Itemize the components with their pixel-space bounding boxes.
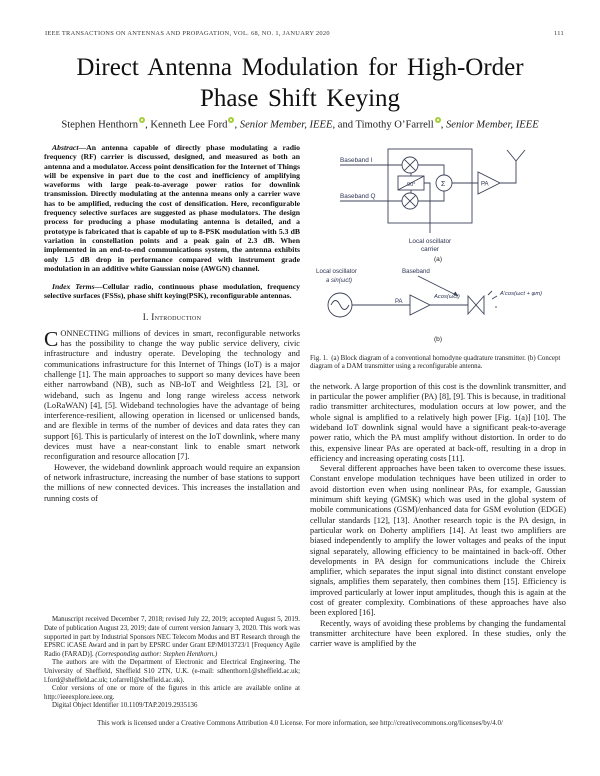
lo-label-line1: Local oscillator: [408, 238, 452, 245]
abstract: [44, 143, 300, 273]
feed-expression: Acos(ωct): [434, 294, 460, 300]
pa-amplifier-icon: [478, 172, 500, 194]
oscillator-icon: [328, 293, 352, 317]
index-terms-label: Index Terms—: [52, 282, 103, 292]
body-paragraph-recent-work: Recently, ways of avoiding these problems by changing the fundamental transmitter architecture have been explored. In these studies, only the carrier wave is amplified by the: [310, 618, 566, 649]
phase-shifter-90: [398, 176, 424, 190]
footnote-manuscript: [44, 616, 300, 659]
phase-shift-label: 90°: [407, 182, 416, 188]
right-column: [310, 143, 566, 713]
summer-label: Σ: [441, 181, 446, 188]
bowtie-antenna-icon: [468, 296, 484, 314]
figure-1: [310, 145, 566, 372]
radiation-marks: [488, 291, 497, 308]
author-3: Timothy O’Farrell: [355, 119, 434, 131]
body-paragraph-network-cost: the network. A large proportion of this cost is the downlink transmitter, and in particular the power amplifier (PA) [8], [9]. This is because, in traditional radio transmitter architectures, modulation occurs at low power, and the whole signal is amplified to a relatively high power [Fig. 1(a)] [10]. The wideband IoT downlink signal would have a significant peak-to-average power ratio, which the PA must amplify without distortion. In order to do this, expensive linear PAs are operated at back-off, resulting in a drop in efficiency and increasing operating costs [11].: [310, 381, 566, 463]
figure-1-caption: [310, 355, 566, 372]
index-terms: [44, 282, 300, 301]
mixer-i-icon: [402, 157, 418, 173]
fig-1b-sublabel: (b): [433, 336, 443, 343]
footnote-color-versions: Color versions of one or more of the figures in this article are available online at http://ieeexplore.ieee.org.: [44, 685, 300, 701]
footnote-affiliation: The authors are with the Department of Electronic and Electrical Engineering, The University of Sheffield, Sheffield S10 2TN, U.K. (e-mail: sdhenthorn1@sheffield.ac.uk; l.ford@sheffield.ac.uk; t.ofarrell@sheffield.ac.uk).: [44, 659, 300, 684]
author-line: [0, 117, 600, 131]
intro-paragraph-1-text: ONNECTING millions of devices in smart, reconfigurable networks has the possibility to change the way public service delivery, civic infrastructure and industry operate. Developing the technology and communications infrastructure for this Internet of Things (IoT) is a major challenge [1]. The main approaches to support so many devices have been either narrowband (NB), such as NB-IoT and Weightless [2], [3], or wideband, such as Ingenu and long range wireless access network (LoRaWAN) [4], [5]. Wideband technologies have the advantage of being interference-resilient, allowing operation in licensed or unlicensed bands, and are flexible in terms of the number of devices and data rates they can support [6]. This is particularly of interest on the IoT downlink, where many devices must have a near-constant link to enable smart network reconfiguration and resource allocation [7].: [44, 328, 301, 462]
baseband-q-label: Baseband Q: [340, 193, 376, 200]
author-3-role: Senior Member, IEEE: [446, 119, 539, 131]
author-2: Kenneth Lee Ford: [150, 119, 228, 131]
author-separator: ,: [145, 119, 151, 131]
pa-label: PA: [395, 299, 403, 305]
radiated-expression: A′cos(ωct + φm): [500, 291, 543, 297]
lo-feed-wire: [424, 183, 430, 233]
first-page-footnote: [44, 616, 300, 711]
antenna-icon: [500, 150, 525, 183]
corresponding-author-note: (Corresponding author: Stephen Henthorn.): [95, 650, 218, 658]
intro-paragraph-1: [44, 326, 301, 463]
baseband-i-label: Baseband I: [340, 157, 373, 164]
drop-cap: C: [44, 326, 59, 351]
license-line: This work is licensed under a Creative Commons Attribution 4.0 License. For more information, see http://creativecommons.org/licenses/by/4.0/: [97, 719, 503, 727]
section-heading-introduction: I. Introduction: [142, 311, 202, 322]
running-header: [45, 30, 564, 37]
right-column-text: [310, 382, 566, 650]
paper-title: [0, 52, 600, 114]
figure-1a-block-diagram: [310, 145, 566, 263]
figure-1b-concept-diagram: [310, 263, 566, 349]
author-2-role: Senior Member, IEEE: [239, 119, 333, 131]
body-paragraph-approaches: Several different approaches have been taken to overcome these issues. Constant envelope modulation techniques have been utilized in order to avoid distortion even when using nonlinear PAs, for example, Gaussian minimum shift keying (GMSK) which was used in the global system of mobile communications (GSM)/enhanced data for GSM evolution (EDGE) cellular standards [12], [13]. Another research topic is the PA design, in particular work on Doherty amplifiers [14]. At least two amplifiers are biased independently to amplify the lower voltages and peaks of the input signal separately, allowing efficiency to be maintained in back-off. Other developments in PA design for communications include the Chireix amplifier, which separates the input signal into distinct constant envelope signals, amplifies them separately, then combines them [15]. Efficiency is improved particularly at lower input amplitudes, though this is again at the cost of greater complexity. Combinations of these approaches have also been explored [16].: [310, 464, 566, 618]
baseband-label: Baseband: [402, 268, 430, 275]
left-column: [44, 143, 300, 713]
abstract-text: An antenna capable of directly phase modulating a radio frequency (RF) carrier is discussed, designed, and measured as both an antenna and a modulator. Access point densification for the Internet of Things will be expensive in part due to the cost and inefficiency of amplifying waveforms with large peak-to-average power ratios for downlink transmission. Directly modulating at the antenna means only a carrier wave has to be amplified, reducing the cost of densification. Here, reconfigurable frequency selective surfaces are suggested as phase modulators. The design process for producing a phase modulating antenna is detailed, and a prototype is fabricated that is capable of up to 8-PSK modulation with 5.3 dB variation in constellation points and a peak gain of 2.3 dB. When implemented in an end-to-end communications system, the antenna exhibits only 1.5 dB drop in performance compared with instrument grade modulation in an additive white Gaussian noise (AWGN) channel.: [44, 143, 300, 273]
figure-1-caption-text: (a) Block diagram of a conventional homodyne quadrature transmitter. (b) Concept diagram of a DAM transmitter using a reconfigurable antenna.: [310, 355, 561, 371]
summer-icon: [436, 175, 452, 191]
footnote-doi: Digital Object Identifier 10.1109/TAP.2019.2935136: [52, 702, 198, 710]
baseband-arrow: [418, 276, 458, 296]
author-separator: ,: [440, 119, 446, 131]
intro-paragraph-2: However, the wideband downlink approach would require an expansion of network infrastructure, increasing the number of base stations to support the millions of new connected devices. This increases the installation and running costs of: [44, 462, 300, 503]
paper-title-line2: Phase Shift Keying: [199, 85, 401, 112]
mixer-q-to-summer-wire: [418, 191, 444, 201]
mixer-i-to-summer-wire: [418, 165, 444, 175]
footnote-manuscript-text: Manuscript received December 7, 2018; revised July 22, 2019; accepted August 5, 2019. Date of publication August 23, 2019; date of current version January 3, 2020. This work was supported in part by Industrial Sponsors NEC Telecom Modus and BT Research through the EPSRC iCASE Award and in part by EPSRC under Grant EP/M013723/1 [Frequency Agile Radio (FARAD)].: [44, 616, 300, 658]
paper-title-line1: Direct Antenna Modulation for High-Order: [76, 54, 524, 81]
orcid-icon: [435, 117, 441, 123]
index-terms-text: Cellular radio, continuous phase modulation, frequency selective surfaces (FSSs), phase shift keying(PSK), reconfigurable antennas.: [44, 282, 300, 301]
author-1: Stephen Henthorn: [61, 119, 139, 131]
figure-1-caption-tag: Fig. 1.: [310, 355, 328, 362]
lo-label: Local oscillator: [316, 268, 357, 275]
pa-label: PA: [481, 181, 489, 188]
two-column-body: [44, 143, 566, 713]
author-separator: ,: [234, 119, 240, 131]
fig-1a-sublabel: (a): [433, 256, 443, 263]
page-number: 111: [553, 30, 564, 37]
lo-label-line2: carrier: [420, 246, 440, 253]
lo-expression: a sin(ωct): [326, 278, 353, 284]
mixer-q-icon: [402, 193, 418, 209]
abstract-label: Abstract—: [52, 143, 87, 152]
author-separator: , and: [332, 119, 356, 131]
journal-title: IEEE TRANSACTIONS ON ANTENNAS AND PROPAGATION, VOL. 68, NO. 1, JANUARY 2020: [45, 30, 330, 37]
